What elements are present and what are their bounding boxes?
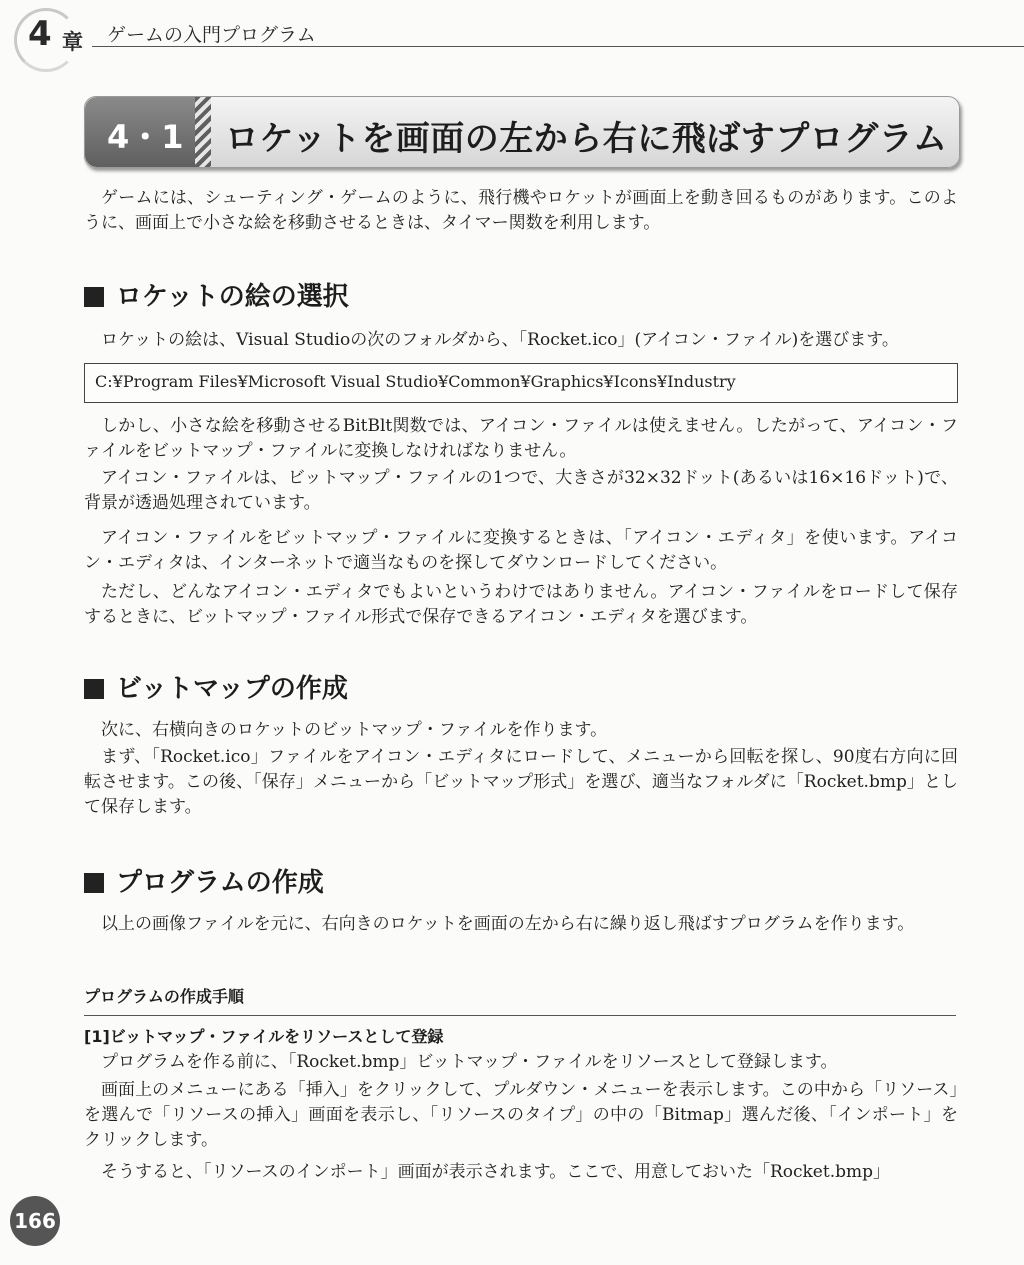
section-number: 4・1 — [107, 118, 184, 156]
section-heading-text: ロケットの絵の選択 — [116, 282, 349, 312]
paragraph: 画面上のメニューにある「挿入」をクリックして、プルダウン・メニューを表示します。この中から「リソース」を選んで「リソースの挿入」画面を表示し、「リソースのタイプ」の中の「Bitmap」選んだ後、「インポート」をクリックします。 — [84, 1080, 958, 1150]
procedure-subheading: プログラムの作成手順 — [84, 987, 244, 1006]
section-heading-program — [84, 862, 324, 899]
section-heading-rocket-image — [84, 276, 349, 313]
paragraph: まず、「Rocket.ico」ファイルをアイコン・エディタにロードして、メニューから回転を探し、90度右方向に回転させます。この後、「保存」メニューから「ビットマップ形式」を選び、適当なフォルダに「Rocket.bmp」として保存します。 — [84, 747, 958, 817]
header-rule — [92, 46, 1024, 47]
paragraph: アイコン・ファイルは、ビットマップ・ファイルの1つで、大きさが32×32ドット(あるいは16×16ドット)で、背景が透過処理されています。 — [84, 468, 958, 513]
square-bullet-icon — [84, 287, 104, 307]
paragraph: アイコン・ファイルをビットマップ・ファイルに変換するときは、「アイコン・エディタ」を使います。アイコン・エディタは、インターネットで適当なものを探してダウンロードしてください。 — [84, 528, 958, 573]
section-banner — [84, 96, 960, 168]
banner-zigzag-divider — [195, 97, 211, 167]
subheading-rule — [84, 1015, 956, 1016]
section-heading-bitmap — [84, 668, 348, 705]
paragraph: しかし、小さな絵を移動させるBitBlt関数では、アイコン・ファイルは使えません。したがって、アイコン・ファイルをビットマップ・ファイルに変換しなければなりません。 — [84, 416, 958, 461]
chapter-kanji: 章 — [62, 30, 83, 54]
paragraph: そうすると、「リソースのインポート」画面が表示されます。ここで、用意しておいた「Rocket.bmp」 — [101, 1162, 890, 1182]
folder-path-box — [84, 363, 958, 403]
paragraph: 次に、右横向きのロケットのビットマップ・ファイルを作ります。 — [101, 720, 608, 740]
page-header — [0, 0, 1024, 80]
paragraph: ただし、どんなアイコン・エディタでもよいというわけではありません。アイコン・ファイルをロードして保存するときに、ビットマップ・ファイル形式で保存できるアイコン・エディタを選びます。 — [84, 582, 958, 627]
section-heading-text: ビットマップの作成 — [116, 674, 348, 704]
step-heading: [1]ビットマップ・ファイルをリソースとして登録 — [84, 1027, 444, 1046]
square-bullet-icon — [84, 679, 104, 699]
intro-paragraph: ゲームには、シューティング・ゲームのように、飛行機やロケットが画面上を動き回るものがあります。このように、画面上で小さな絵を移動させるときは、タイマー関数を利用します。 — [84, 188, 958, 233]
chapter-number: 4 — [28, 14, 52, 54]
section-heading-text: プログラムの作成 — [116, 868, 324, 898]
section-title: ロケットを画面の左から右に飛ばすプログラム — [225, 119, 948, 159]
square-bullet-icon — [84, 873, 104, 893]
paragraph: 以上の画像ファイルを元に、右向きのロケットを画面の左から右に繰り返し飛ばすプログラムを作ります。 — [101, 914, 915, 934]
paragraph: プログラムを作る前に、「Rocket.bmp」ビットマップ・ファイルをリソースとして登録します。 — [101, 1052, 838, 1072]
page-number: 166 — [10, 1196, 60, 1246]
chapter-title: ゲームの入門プログラム — [107, 24, 316, 46]
folder-path-text: C:¥Program Files¥Microsoft Visual Studio¥Common¥Graphics¥Icons¥Industry — [95, 372, 736, 391]
paragraph: ロケットの絵は、Visual Studioの次のフォルダから、「Rocket.ico」(アイコン・ファイル)を選びます。 — [101, 330, 899, 350]
